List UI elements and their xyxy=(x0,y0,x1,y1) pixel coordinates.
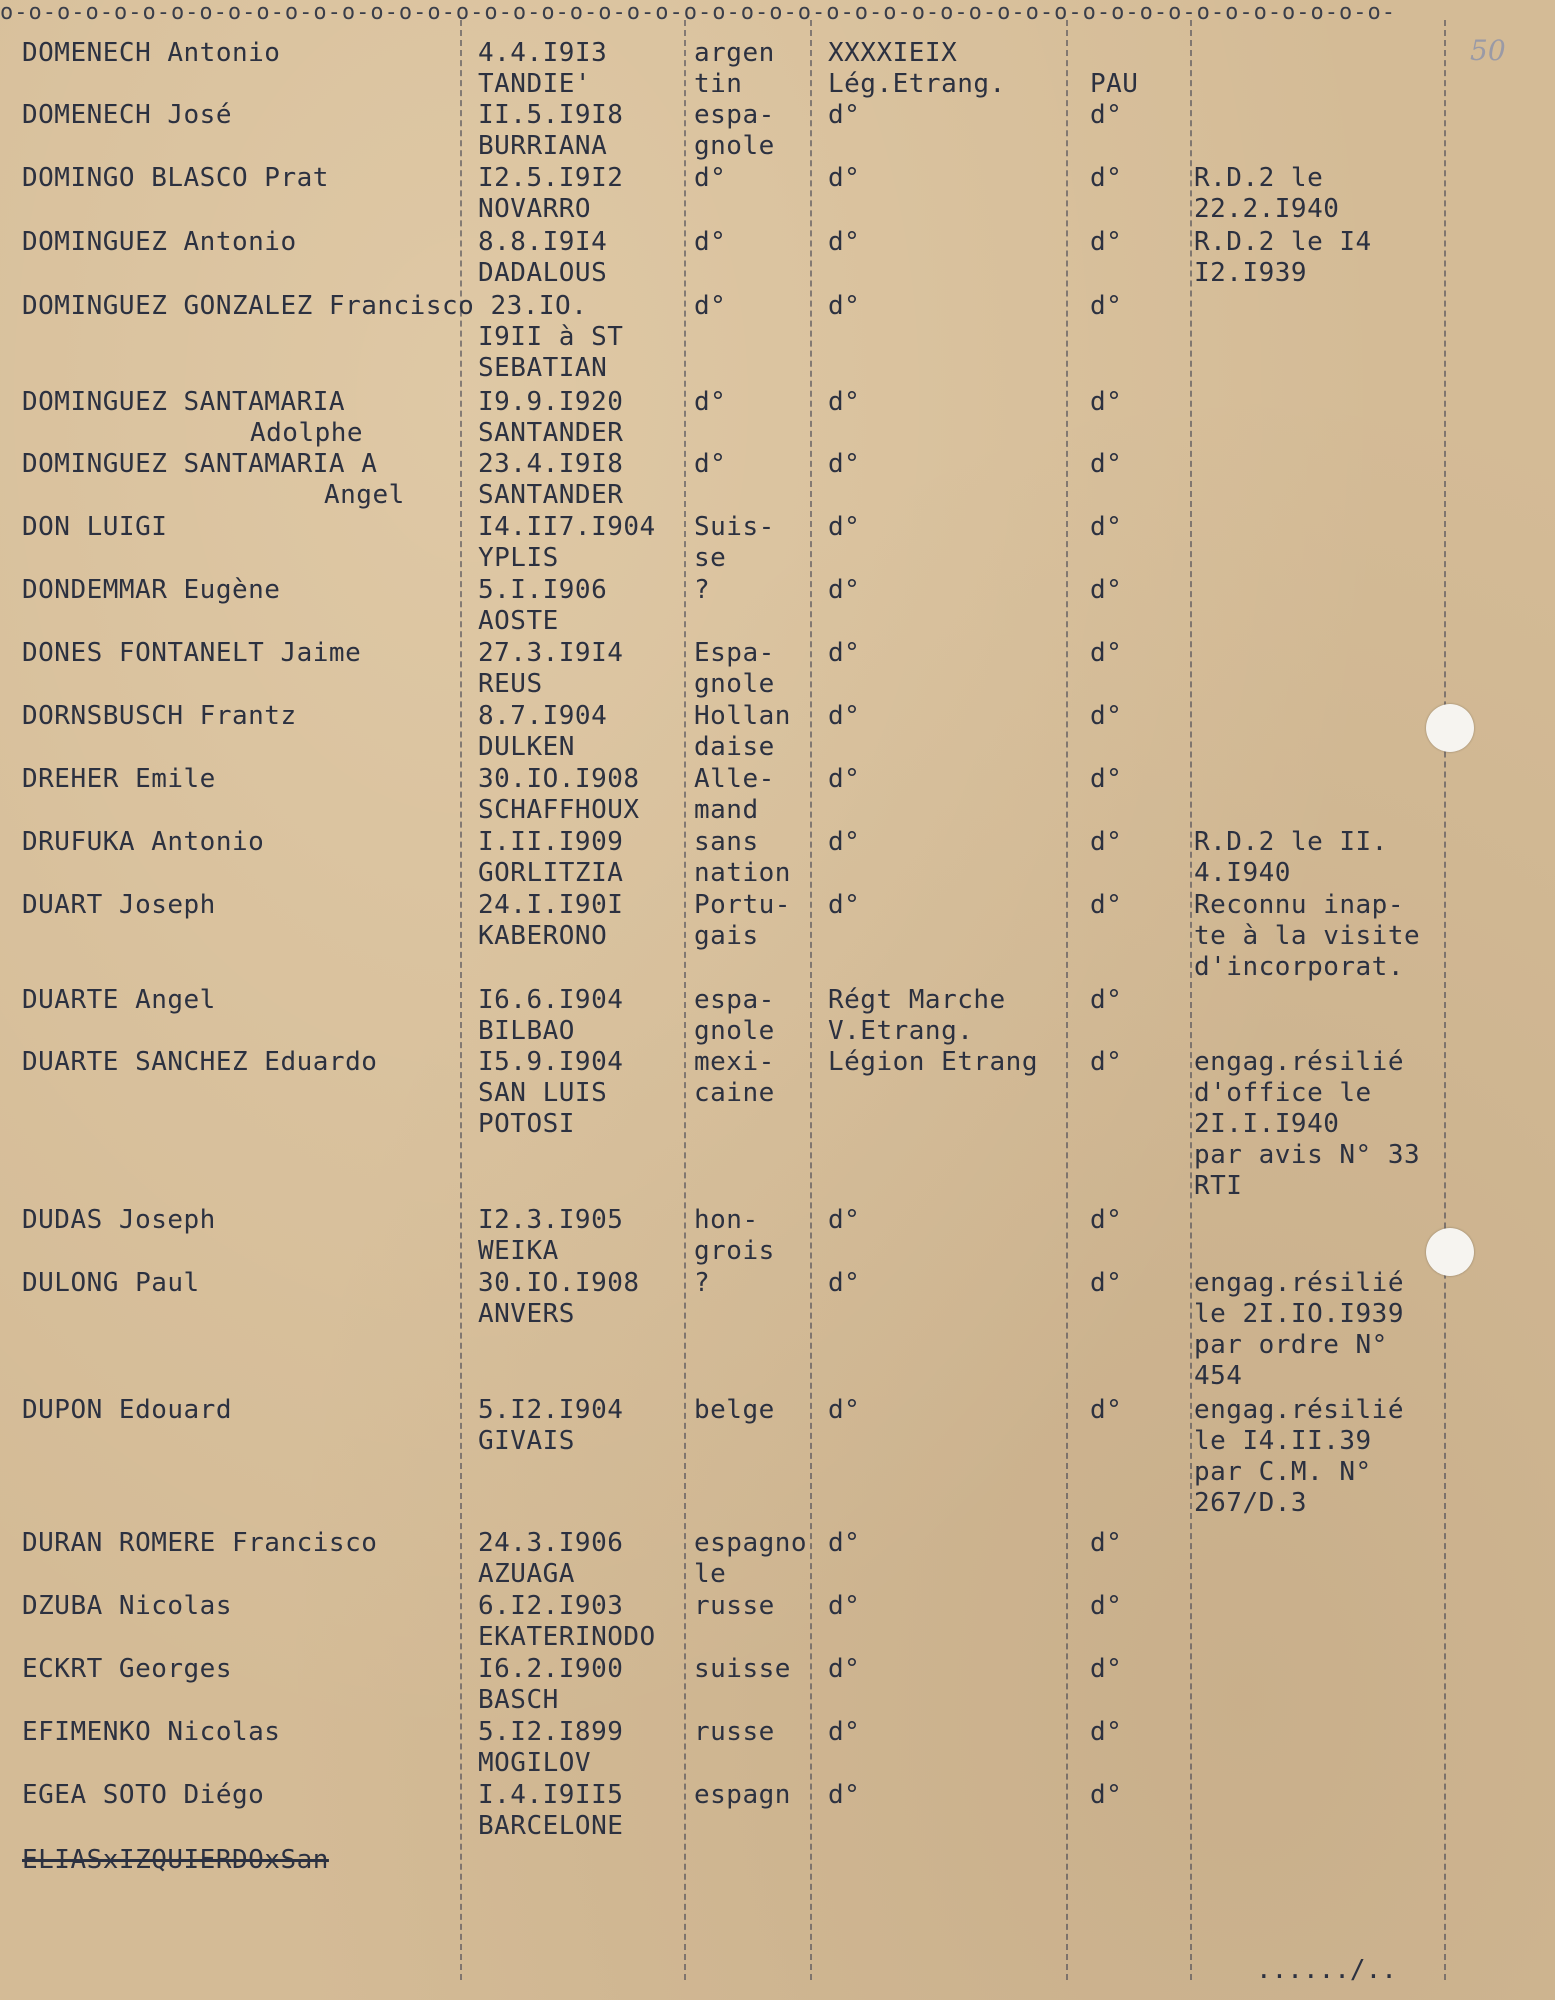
birth-info: WEIKA xyxy=(478,1236,559,1266)
birth-info: SCHAFFHOUX xyxy=(478,795,640,825)
depot: d° xyxy=(1090,1205,1123,1235)
depot: d° xyxy=(1090,512,1123,542)
punch-hole xyxy=(1426,1228,1474,1276)
nationality: espa- xyxy=(694,985,775,1015)
depot: d° xyxy=(1090,227,1123,257)
birth-info: REUS xyxy=(478,669,543,699)
person-name: DUPON Edouard xyxy=(22,1395,232,1425)
corps-assignment: d° xyxy=(828,1268,861,1298)
nationality: espagno xyxy=(694,1528,808,1558)
remarks: par avis N° 33 xyxy=(1194,1140,1421,1170)
remarks: Reconnu inap- xyxy=(1194,890,1404,920)
birth-info: SANTANDER xyxy=(478,418,624,448)
corps-assignment: Légion Etrang xyxy=(828,1047,1038,1077)
nationality: Suis- xyxy=(694,512,775,542)
corps-assignment: d° xyxy=(828,291,861,321)
corps-assignment: d° xyxy=(828,638,861,668)
corps-assignment: d° xyxy=(828,1591,861,1621)
depot: d° xyxy=(1090,575,1123,605)
corps-assignment: d° xyxy=(828,827,861,857)
nationality: d° xyxy=(694,227,727,257)
nationality: Alle- xyxy=(694,764,775,794)
person-name: DUART Joseph xyxy=(22,890,216,920)
birth-info: AOSTE xyxy=(478,606,559,636)
depot: d° xyxy=(1090,827,1123,857)
remarks: par C.M. N° xyxy=(1194,1457,1372,1487)
nationality: Portu- xyxy=(694,890,791,920)
person-name: DORNSBUSCH Frantz xyxy=(22,701,297,731)
nationality: russe xyxy=(694,1591,775,1621)
birth-info: 23.4.I9I8 xyxy=(478,449,624,479)
birth-info: I.II.I909 xyxy=(478,827,624,857)
birth-info: 30.IO.I908 xyxy=(478,764,640,794)
column-rule xyxy=(810,20,812,1980)
birth-info: 8.7.I904 xyxy=(478,701,608,731)
depot: d° xyxy=(1090,1395,1123,1425)
nationality: daise xyxy=(694,732,775,762)
nationality: suisse xyxy=(694,1654,791,1684)
birth-info: KABERONO xyxy=(478,921,608,951)
depot: d° xyxy=(1090,100,1123,130)
person-name: DOMENECH José xyxy=(22,100,232,130)
person-name: DON LUIGI xyxy=(22,512,168,542)
corps-assignment: d° xyxy=(828,575,861,605)
depot: d° xyxy=(1090,1528,1123,1558)
remarks: par ordre N° xyxy=(1194,1330,1388,1360)
depot: d° xyxy=(1090,764,1123,794)
birth-info: 6.I2.I903 xyxy=(478,1591,624,1621)
person-name: ECKRT Georges xyxy=(22,1654,232,1684)
corps-assignment: Régt Marche xyxy=(828,985,1006,1015)
remarks: le 2I.IO.I939 xyxy=(1194,1299,1404,1329)
birth-info: EKATERINODO xyxy=(478,1622,656,1652)
person-name: DUDAS Joseph xyxy=(22,1205,216,1235)
birth-info: 24.3.I906 xyxy=(478,1528,624,1558)
remarks: engag.résilié xyxy=(1194,1395,1404,1425)
page-number: 50 xyxy=(1470,34,1506,67)
birth-info: 5.I2.I899 xyxy=(478,1717,624,1747)
corps-assignment: d° xyxy=(828,387,861,417)
remarks: I2.I939 xyxy=(1194,258,1308,288)
nationality: mand xyxy=(694,795,759,825)
nationality: espa- xyxy=(694,100,775,130)
nationality: gais xyxy=(694,921,759,951)
nationality: d° xyxy=(694,387,727,417)
nationality: hon- xyxy=(694,1205,759,1235)
corps-assignment: d° xyxy=(828,1780,861,1810)
remarks: 4.I940 xyxy=(1194,858,1291,888)
birth-info: TANDIE' xyxy=(478,69,592,99)
birth-info: SANTANDER xyxy=(478,480,624,510)
corps-assignment: d° xyxy=(828,764,861,794)
depot: PAU xyxy=(1090,69,1139,99)
nationality: d° xyxy=(694,449,727,479)
birth-info: BASCH xyxy=(478,1685,559,1715)
birth-info: YPLIS xyxy=(478,543,559,573)
corps-assignment: d° xyxy=(828,449,861,479)
birth-info: 5.I2.I904 xyxy=(478,1395,624,1425)
corps-assignment: d° xyxy=(828,1395,861,1425)
person-name: DOMINGUEZ SANTAMARIA A xyxy=(22,449,378,479)
remarks: R.D.2 le I4 xyxy=(1194,227,1372,257)
depot: d° xyxy=(1090,1654,1123,1684)
nationality: mexi- xyxy=(694,1047,775,1077)
person-name: DUARTE Angel xyxy=(22,985,216,1015)
birth-info: 8.8.I9I4 xyxy=(478,227,608,257)
nationality: Hollan xyxy=(694,701,791,731)
nationality: caine xyxy=(694,1078,775,1108)
nationality: se xyxy=(694,543,727,573)
birth-info: I9II à ST xyxy=(478,322,624,352)
birth-info: I.4.I9II5 xyxy=(478,1780,624,1810)
depot: d° xyxy=(1090,163,1123,193)
column-rule xyxy=(1444,20,1446,1980)
birth-info: ANVERS xyxy=(478,1299,575,1329)
corps-assignment: Lég.Etrang. xyxy=(828,69,1006,99)
corps-assignment: d° xyxy=(828,227,861,257)
person-name: EGEA SOTO Diégo xyxy=(22,1780,265,1810)
birth-info: SEBATIAN xyxy=(478,353,608,383)
column-rule xyxy=(1190,20,1192,1980)
depot: d° xyxy=(1090,890,1123,920)
birth-info: GIVAIS xyxy=(478,1426,575,1456)
person-name: DONES FONTANELT Jaime xyxy=(22,638,362,668)
birth-info: 4.4.I9I3 xyxy=(478,38,608,68)
person-name: EFIMENKO Nicolas xyxy=(22,1717,281,1747)
remarks: 267/D.3 xyxy=(1194,1488,1308,1518)
column-rule xyxy=(1066,20,1068,1980)
nationality: gnole xyxy=(694,131,775,161)
corps-assignment: d° xyxy=(828,1205,861,1235)
depot: d° xyxy=(1090,701,1123,731)
person-name: DRUFUKA Antonio xyxy=(22,827,265,857)
remarks: RTI xyxy=(1194,1171,1243,1201)
birth-info: I6.6.I904 xyxy=(478,985,624,1015)
birth-info: POTOSI xyxy=(478,1109,575,1139)
punch-hole xyxy=(1426,704,1474,752)
depot: d° xyxy=(1090,387,1123,417)
nationality: gnole xyxy=(694,669,775,699)
birth-info: I2.5.I9I2 xyxy=(478,163,624,193)
depot: d° xyxy=(1090,449,1123,479)
birth-info: NOVARRO xyxy=(478,194,592,224)
remarks: 2I.I.I940 xyxy=(1194,1109,1340,1139)
corps-assignment: V.Etrang. xyxy=(828,1016,974,1046)
person-name-continued: Adolphe xyxy=(250,418,364,448)
person-name: DOMINGO BLASCO Prat xyxy=(22,163,329,193)
depot: d° xyxy=(1090,985,1123,1015)
remarks: d'incorporat. xyxy=(1194,952,1404,982)
column-rule xyxy=(684,20,686,1980)
remarks: 454 xyxy=(1194,1361,1243,1391)
depot: d° xyxy=(1090,1780,1123,1810)
birth-info: BARCELONE xyxy=(478,1811,624,1841)
birth-info: 27.3.I9I4 xyxy=(478,638,624,668)
nationality: ? xyxy=(694,575,711,605)
birth-info: 5.I.I906 xyxy=(478,575,608,605)
birth-info: DADALOUS xyxy=(478,258,608,288)
header-border: o-o-o-o-o-o-o-o-o-o-o-o-o-o-o-o-o-o-o-o-o-o-o-o-o-o-o-o-o-o-o-o-o-o-o-o-o-o-o-o-o-o-o-o-o-o-o-o-o- xyxy=(0,0,1397,20)
person-name: DZUBA Nicolas xyxy=(22,1591,232,1621)
birth-info: BILBAO xyxy=(478,1016,575,1046)
remarks: R.D.2 le II. xyxy=(1194,827,1388,857)
nationality: tin xyxy=(694,69,743,99)
birth-info: AZUAGA xyxy=(478,1559,575,1589)
remarks: R.D.2 le xyxy=(1194,163,1324,193)
person-name: DUARTE SANCHEZ Eduardo xyxy=(22,1047,378,1077)
corps-assignment: d° xyxy=(828,1528,861,1558)
depot: d° xyxy=(1090,1268,1123,1298)
birth-info: SAN LUIS xyxy=(478,1078,608,1108)
nationality: d° xyxy=(694,291,727,321)
nationality: d° xyxy=(694,163,727,193)
corps-assignment: d° xyxy=(828,1654,861,1684)
nationality: belge xyxy=(694,1395,775,1425)
person-name: DONDEMMAR Eugène xyxy=(22,575,281,605)
corps-assignment: d° xyxy=(828,512,861,542)
remarks: te à la visite xyxy=(1194,921,1421,951)
nationality: le xyxy=(694,1559,727,1589)
person-name: DOMINGUEZ SANTAMARIA xyxy=(22,387,346,417)
depot: d° xyxy=(1090,291,1123,321)
person-name: DOMINGUEZ Antonio xyxy=(22,227,297,257)
birth-info: I2.3.I905 xyxy=(478,1205,624,1235)
corps-assignment: d° xyxy=(828,890,861,920)
remarks: engag.résilié xyxy=(1194,1047,1404,1077)
nationality: nation xyxy=(694,858,791,888)
remarks: d'office le xyxy=(1194,1078,1372,1108)
birth-info: I4.II7.I904 xyxy=(478,512,656,542)
continuation-mark: ....../.. xyxy=(1256,1955,1397,1985)
remarks: 22.2.I940 xyxy=(1194,194,1340,224)
birth-info: I6.2.I900 xyxy=(478,1654,624,1684)
depot: d° xyxy=(1090,1591,1123,1621)
nationality: espagn xyxy=(694,1780,791,1810)
birth-info: I5.9.I904 xyxy=(478,1047,624,1077)
corps-assignment: d° xyxy=(828,1717,861,1747)
corps-assignment: XXXXIEIX xyxy=(828,38,958,68)
nationality: ? xyxy=(694,1268,711,1298)
person-name-continued: Angel xyxy=(324,480,405,510)
corps-assignment: d° xyxy=(828,100,861,130)
corps-assignment: d° xyxy=(828,701,861,731)
person-name: DOMINGUEZ GONZALEZ Francisco 23.IO. xyxy=(22,291,588,321)
person-name: ELIASxIZQUIERDOxSan xyxy=(22,1845,329,1875)
nationality: argen xyxy=(694,38,775,68)
birth-info: 24.I.I90I xyxy=(478,890,624,920)
birth-info: DULKEN xyxy=(478,732,575,762)
birth-info: MOGILOV xyxy=(478,1748,592,1778)
depot: d° xyxy=(1090,638,1123,668)
birth-info: GORLITZIA xyxy=(478,858,624,888)
person-name: DURAN ROMERE Francisco xyxy=(22,1528,378,1558)
corps-assignment: d° xyxy=(828,163,861,193)
birth-info: 30.IO.I908 xyxy=(478,1268,640,1298)
nationality: Espa- xyxy=(694,638,775,668)
remarks: le I4.II.39 xyxy=(1194,1426,1372,1456)
person-name: DULONG Paul xyxy=(22,1268,200,1298)
nationality: russe xyxy=(694,1717,775,1747)
depot: d° xyxy=(1090,1717,1123,1747)
nationality: grois xyxy=(694,1236,775,1266)
birth-info: II.5.I9I8 xyxy=(478,100,624,130)
nationality: gnole xyxy=(694,1016,775,1046)
birth-info: I9.9.I920 xyxy=(478,387,624,417)
birth-info: BURRIANA xyxy=(478,131,608,161)
depot: d° xyxy=(1090,1047,1123,1077)
person-name: DOMENECH Antonio xyxy=(22,38,281,68)
nationality: sans xyxy=(694,827,759,857)
person-name: DREHER Emile xyxy=(22,764,216,794)
remarks: engag.résilié xyxy=(1194,1268,1404,1298)
